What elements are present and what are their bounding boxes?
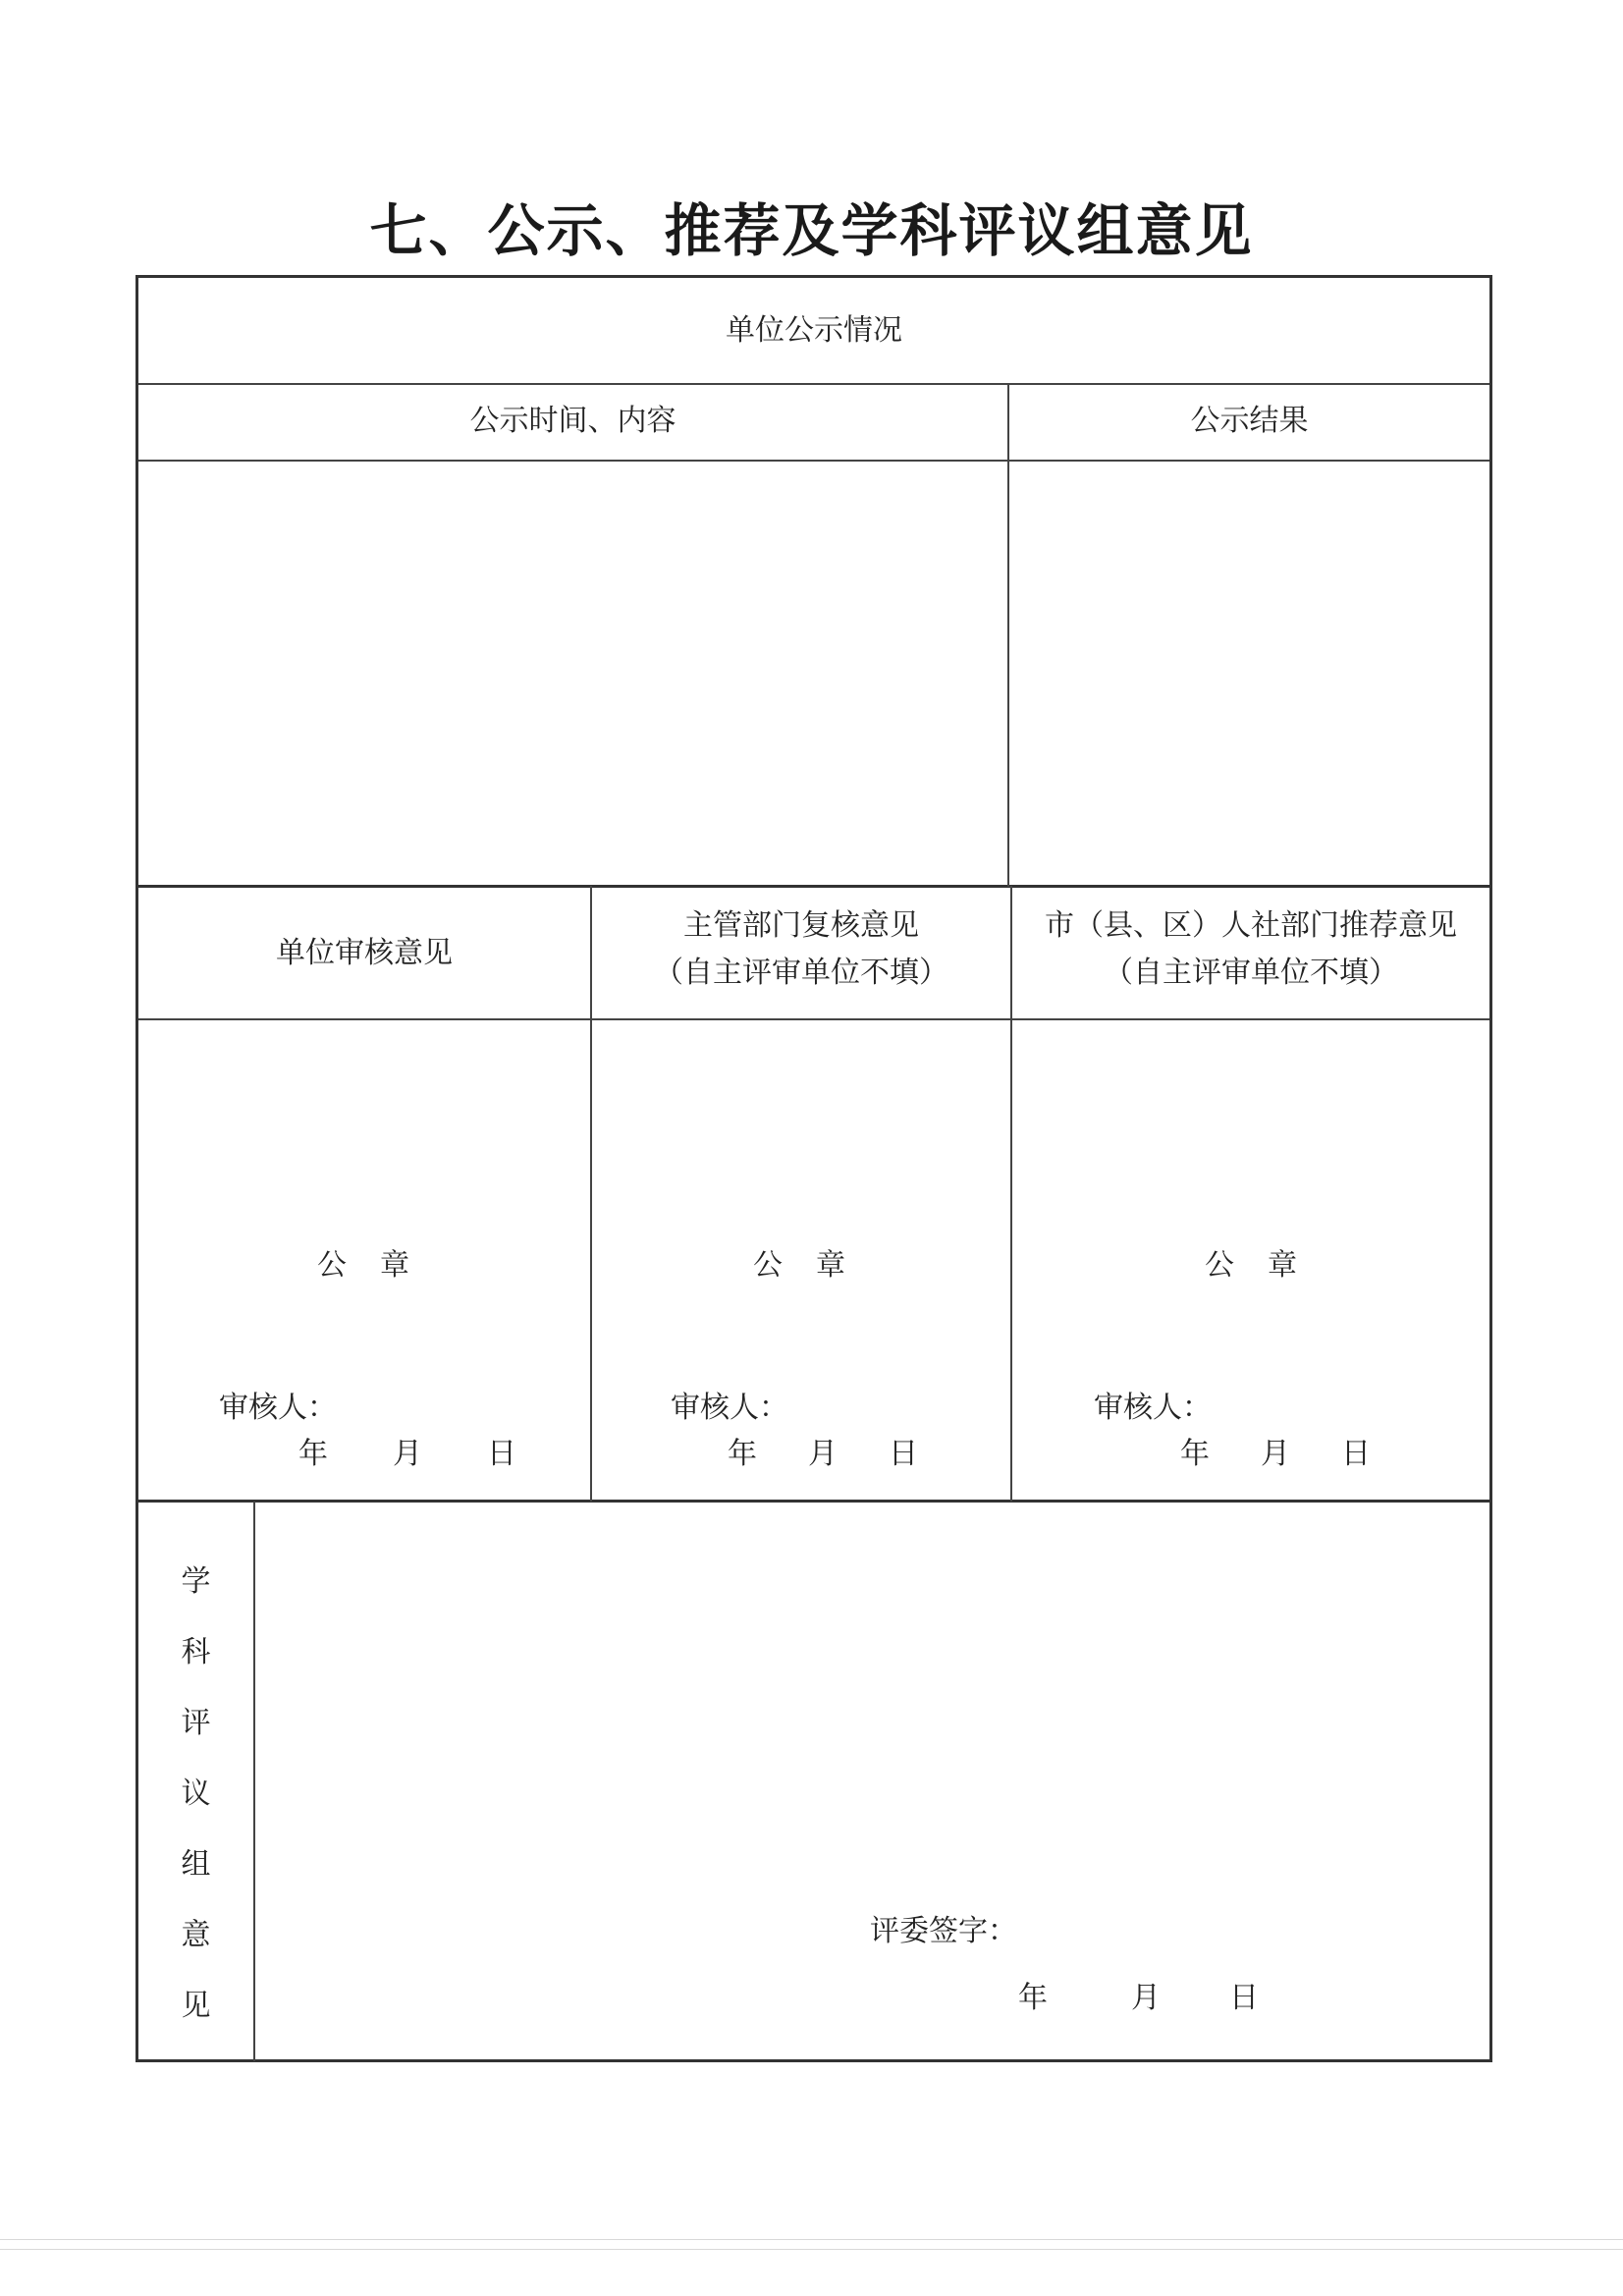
dept-review-label xyxy=(592,902,1010,997)
city-review-label-line2: （自主评审单位不填） xyxy=(1104,956,1398,990)
city-review-label xyxy=(1012,902,1489,997)
city-seal: 公章 xyxy=(1205,1248,1330,1283)
committee-date-month: 月 xyxy=(1131,1981,1161,2015)
publicity-result-field[interactable] xyxy=(1009,462,1489,885)
city-date-month: 月 xyxy=(1261,1437,1290,1471)
unit-review-date xyxy=(298,1429,516,1472)
dept-date-month: 月 xyxy=(808,1437,838,1471)
unit-date-day: 日 xyxy=(487,1437,516,1471)
dept-reviewer-label: 审核人： xyxy=(671,1391,788,1425)
scan-artifact-line xyxy=(0,2249,1623,2250)
publicity-section-header: 单位公示情况 xyxy=(726,313,902,348)
unit-date-month: 月 xyxy=(393,1437,422,1471)
unit-reviewer-label: 审核人： xyxy=(219,1391,337,1425)
page-title: 七、公示、推荐及学科评议组意见 xyxy=(369,197,1254,264)
rule-below-publicity-header xyxy=(138,383,1489,385)
publicity-time-content-header: 公示时间、内容 xyxy=(469,404,676,438)
committee-date xyxy=(1018,1973,1259,2016)
dept-review-date xyxy=(728,1429,918,1472)
unit-seal: 公章 xyxy=(317,1248,443,1283)
city-date-day: 日 xyxy=(1341,1437,1371,1471)
city-review-date xyxy=(1180,1429,1371,1472)
publicity-result-header: 公示结果 xyxy=(1190,404,1309,438)
dept-review-label-line2: （自主评审单位不填） xyxy=(654,956,948,990)
committee-label-char: 议 xyxy=(181,1777,211,1811)
city-reviewer-label: 审核人： xyxy=(1094,1391,1212,1425)
dept-date-year: 年 xyxy=(728,1437,757,1471)
opinion-form xyxy=(135,275,1492,2062)
committee-date-day: 日 xyxy=(1229,1981,1259,2015)
city-review-label-line1: 市（县、区）人社部门推荐意见 xyxy=(1045,908,1457,943)
committee-date-year: 年 xyxy=(1018,1981,1048,2015)
committee-label-char: 科 xyxy=(181,1635,211,1669)
scan-artifact-line xyxy=(0,2239,1623,2240)
committee-signature-label: 评委签字： xyxy=(870,1914,1017,1948)
unit-review-label: 单位审核意见 xyxy=(276,936,453,970)
publicity-time-content-field[interactable] xyxy=(138,462,1007,885)
committee-label-char: 意 xyxy=(181,1918,211,1952)
committee-opinion-field[interactable] xyxy=(255,1503,1489,2061)
dept-seal: 公章 xyxy=(753,1248,879,1283)
committee-vertical-label xyxy=(138,1547,253,2042)
committee-label-char: 组 xyxy=(181,1847,211,1882)
committee-label-char: 学 xyxy=(181,1564,211,1599)
city-date-year: 年 xyxy=(1180,1437,1210,1471)
dept-date-day: 日 xyxy=(889,1437,918,1471)
unit-date-year: 年 xyxy=(298,1437,328,1471)
rule-above-review-section xyxy=(138,885,1489,888)
committee-label-char: 见 xyxy=(181,1989,211,2023)
committee-label-char: 评 xyxy=(181,1706,211,1740)
dept-review-label-line1: 主管部门复核意见 xyxy=(683,908,919,943)
